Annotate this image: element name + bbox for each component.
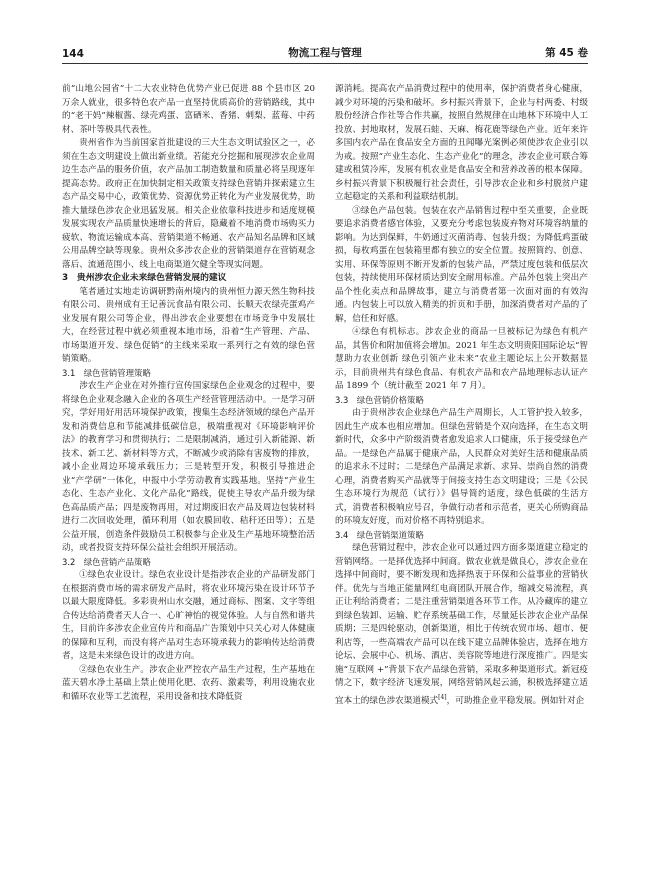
paragraph: 前“山地公园省”十二大农业特色优势产业已促进 88 个县市区 20 万余人就业，很多特色农产品一直坚持优质高价的营销路线，其中的“老干妈”辣椒酱、绿壳鸡蛋、富硒米、香猪、刺梨、蓝莓、中药材、茶叶等极具代表性。 — [62, 84, 315, 135]
header-rule — [62, 63, 588, 64]
paragraph-text: 绿色营销过程中，涉农企业可以通过四方面多渠道建立稳定的营销网络。一是择优选择中间商。做农业就是做良心，涉农企业在选择中间商时，要不断发现和选择热衷于环保和公益事业的营销伙伴。优先与当地正能量网红电商团队开展合作，缩减交易流程，真正让利给消费者；二是注重营销渠道各环节工作。从冷藏库的建立到绿色装卸、运输、贮存系统基础工作，尽量延长涉农企业产品保质期；三是四轮驱动，创新渠道，相比于传统农贸市场、超市、便利店等，一些高端农产品可以在线下建立品牌体验店，选择在地方论坛、会展中心、机场、酒店、美容院等地进行深度推广。四是实施“互联网 +”背景下农产品绿色营销，采取多种渠道形式。新冠疫情之下，数字经济飞速发展，网络营销风起云涌，积极选择建立适宜本土的绿色涉农渠道模式 — [335, 543, 588, 706]
paragraph-text: ，可助推企业平稳发展。例如针对企 — [446, 695, 585, 706]
journal-title: 物流工程与管理 — [288, 47, 362, 59]
paragraph: 涉农生产企业在对外推行宣传国家绿色企业观念的过程中，要将绿色企业观念融入企业的各项生产经营管理活动中。一是学习研究，学好用好用活环境保护政策，搜集生态经济领域的绿色产品开发和消费信息和节能减排低碳信息，极端重视对《环境影响评价法》的教育学习和贯彻执行；二是限制减消，通过引入新能源、新技术、新工艺、新材料等方式，不断减少或消除有害废物的排放，减小企业周边环境承载压力；三是转型开发，积极引导推进企业“产学研”一体化，申报中小学劳动教育实践基地。坚持“产业生态化、生态产业化、文化产品化”路线，促使主导农产品升级为绿色高品质产品；四是废物再用，对过期废旧农产品及周边包装材料进行二次回收处理，循环利用（如农膜回收、秸秆还田等）；五是公益开展，创造条件鼓励员工积极参与企业及生产基地环境整治活动，或者投资支持环保公益社会组织开展活动。 — [62, 381, 315, 553]
subsection-heading: 3.4 绿色营销渠道策略 — [335, 529, 424, 540]
left-column — [62, 83, 315, 875]
subsection-heading: 3.1 绿色营销管理策略 — [62, 367, 151, 378]
running-header — [62, 44, 588, 60]
right-column — [335, 83, 588, 875]
page-number: 144 — [62, 48, 84, 60]
paragraph: ③绿色产品包装。包装在农产品销售过程中至关重要，企业既要追求消费者感官体验，又要充分考虑包装废弃物对环境容纳量的影响。为达到保鲜，牛奶通过灭菌消毒、包装升级；为降低鸡蛋破损，每枚鸡蛋在包装箱里都有独立的安全位置。按照简约、创意、实用、环保等原则不断开发新的包装产品，严禁过度包装和低层次包装，持续使用环保材质达到安全耐用标准。产品外包装上突出产品个性化卖点和品牌故事，建立与消费者第一次面对面的有效沟通。内包装上可以放入精美的折页和手册，加深消费者对产品的了解，信任和好感。 — [335, 205, 588, 324]
section-heading: 3 贵州涉农企业未来绿色营销发展的建议 — [62, 273, 227, 283]
paragraph: 贵州省作为当前国家首批建设的三大生态文明试验区之一，必须在生态文明建设上做出新业绩。若能充分挖掘和展现涉农企业周边生态产品的服务价值，农产品加工制造数量和质量必将呈现逐年提高态势。政府正在加快制定相关政策支持绿色营销并探索建立生态产品交易中心，政策优势、资源优势正转化为产业发展优势，助推大量绿色涉农企业迅猛发展。相关企业依靠科技进步和适度规模发展实现农产品质量快速增长的背后，隐藏着不地消费市场购买力疲软、物流运输成本高、营销渠道不畅通、农产品知名品牌和区域公用品牌空缺等现象。贵州众多涉农企业的营销渠道存在营销观念落后、流通范围小、线上电商渠道欠健全等现实问题。 — [62, 138, 315, 270]
subsection-heading: 3.2 绿色营销产品策略 — [62, 556, 151, 567]
paragraph — [335, 542, 588, 708]
paragraph: ②绿色农业生产。涉农企业严控农产品生产过程，生产基地在蓝天碧水净土基础上禁止使用化肥、农药、激素等，利用设施农业和循环农业等工艺流程，采用设备和技术降低资 — [62, 664, 315, 702]
paragraph: ④绿色有机标志。涉农企业的商品一旦被标记为绿色有机产品，其售价和附加值将会增加。2021 年生态文明贵阳国际论坛“智慧助力农业创新 绿色引领产业未来”农业主题论坛上公开数据显示，目前贵州共有绿色食品、有机农产品和农产品地理标志认证产品 1899 个（统计截至 2021 年 7 月）。 — [335, 327, 588, 391]
paragraph: 源消耗。提高农产品消费过程中的使用率，保护消费者身心健康，减少对环境的污染和破坏。乡村振兴背景下，企业与村两委、村级股份经济合作社等合作共赢，按照自然规律在山地林下环境中人工投放、封地取材，发展石蛙、天麻、梅花鹿等绿色产业。近年来许多国内农产品在食品安全方面的丑闻曝光案例必须使涉农企业引以为戒。按照“产业生态化、生态产业化”的理念，涉农企业可联合筹建或租赁冷库，发展有机农业是食品安全和营养改善的根本保障。乡村振兴背景下积极履行社会责任，引导涉农企业和乡村脱贫户建立起稳定的关系和利益联结机制。 — [335, 84, 588, 202]
subsection-heading: 3.3 绿色营销价格策略 — [335, 394, 424, 405]
volume-label: 第 45 卷 — [545, 47, 588, 59]
citation[interactable]: [4] — [438, 693, 447, 701]
paragraph: 笔者通过实地走访调研黔南州境内的贵州恒力源天然生物科技有限公司、贵州成有王记善沅食品有限公司、长顺天农绿壳蛋鸡产业发展有限公司等企业，得出涉农企业要想在市场竞争中发展壮大，在经营过程中就必须重视本地市场，沿着“生产管理、产品、市场渠道开发、绿色促销”的主线来采取一系列行之有效的绿色营销策略。 — [62, 286, 315, 364]
paragraph: 由于贵州涉农企业绿色产品生产周期长，人工管护投入较多，因此生产成本也相应增加。但绿色营销是个双向选择，在生态文明新时代，众多中产阶级消费者愈发追求人口健康，乐于接受绿色产品。一是绿色产品属于健康产品，人民群众对美好生活和健康品质的追求永不过时；二是绿色产品满足求新、求异、崇尚自然的消费心理，消费者购买产品就等于间接支持生态文明建设；三是《公民生态环境行为规范（试行）》倡导简约适度，绿色低碳的生活方式，消费者积极响应号召，争做行动者和示范者，更关心所购商品的环境友好度，而对价格不再特别追求。 — [335, 408, 588, 526]
paragraph: ①绿色农业设计。绿色农业设计是指涉农企业的产品研发部门在根据消费市场的需求研发产品时，将农业环境污染在设计环节予以最大限度降低。多彩贵州山水交融，通过商标、图案、文字等组合传达给消费者天人合一、心旷神怡的视觉体验。人与自然和谐共生，目前许多涉农企业宣传片和商品广告策划中只关心对人体健康的保障和互利，而没有将产品对生态环境承载力的影响传达给消费者，这是未来绿色设计的改进方向。 — [62, 570, 315, 661]
